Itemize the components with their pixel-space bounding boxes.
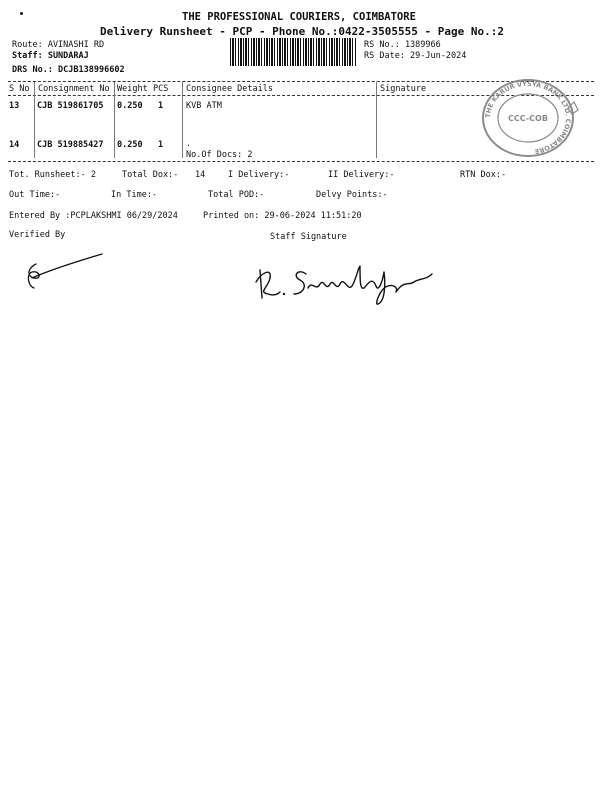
row-sno: 14 bbox=[9, 140, 20, 150]
stamp-inner-text: CCC-COB bbox=[508, 114, 548, 123]
verified-by-label: Verified By bbox=[9, 230, 66, 240]
staff-handwritten-signature bbox=[248, 258, 448, 308]
bank-stamp bbox=[468, 78, 588, 158]
staff-label: Staff: SUNDARAJ bbox=[12, 51, 89, 61]
col-header-signature: Signature bbox=[380, 84, 427, 94]
route-label: Route: AVINASHI RD bbox=[12, 40, 105, 50]
company-title: THE PROFESSIONAL COURIERS, COIMBATORE bbox=[182, 11, 416, 23]
col-divider bbox=[114, 82, 115, 158]
delvy-points: Delvy Points:- bbox=[316, 190, 388, 200]
row-weight: 0.250 bbox=[117, 140, 143, 150]
total-pod: Total POD:- bbox=[208, 190, 265, 200]
col-divider bbox=[182, 82, 183, 158]
row-consignee: KVB ATM bbox=[186, 101, 222, 111]
col-header-consignment: Consignment No bbox=[38, 84, 110, 94]
col-header-sno: S No bbox=[9, 84, 30, 94]
in-time: In Time:- bbox=[111, 190, 158, 200]
rtn-dox: RTN Dox:- bbox=[460, 170, 507, 180]
col-header-consignee: Consignee Details bbox=[186, 84, 273, 94]
total-dox-label: Total Dox:- bbox=[122, 170, 179, 180]
total-dox-value: 14 bbox=[195, 170, 206, 180]
table-bottom-rule bbox=[8, 161, 594, 162]
row-consignee: . bbox=[186, 139, 192, 149]
i-delivery: I Delivery:- bbox=[228, 170, 290, 180]
row-docs-count: No.Of Docs: 2 bbox=[186, 150, 253, 160]
barcode bbox=[230, 38, 356, 66]
speck-dot bbox=[20, 12, 23, 15]
staff-signature-label: Staff Signature bbox=[270, 232, 347, 242]
rs-date: RS Date: 29-Jun-2024 bbox=[364, 51, 467, 61]
row-weight: 0.250 bbox=[117, 101, 143, 111]
row-sno: 13 bbox=[9, 101, 20, 111]
tot-runsheet: Tot. Runsheet:- 2 bbox=[9, 170, 96, 180]
row-consignment: CJB 519885427 bbox=[37, 140, 104, 150]
ii-delivery: II Delivery:- bbox=[328, 170, 395, 180]
printed-on: Printed on: 29-06-2024 11:51:20 bbox=[203, 211, 362, 221]
out-time: Out Time:- bbox=[9, 190, 61, 200]
col-divider bbox=[376, 82, 377, 158]
col-header-weight: Weight bbox=[117, 84, 148, 94]
verifier-signature bbox=[20, 250, 110, 295]
col-divider bbox=[34, 82, 35, 158]
row-pcs: 1 bbox=[158, 140, 164, 150]
entered-by: Entered By :PCPLAKSHMI 06/29/2024 bbox=[9, 211, 178, 221]
row-pcs: 1 bbox=[158, 101, 164, 111]
runsheet-title: Delivery Runsheet - PCP - Phone No.:0422-3505555 - Page No.:2 bbox=[100, 25, 504, 38]
row-consignment: CJB 519861705 bbox=[37, 101, 104, 111]
drs-number: DRS No.: DCJB138996602 bbox=[12, 65, 125, 75]
rs-number: RS No.: 1389966 bbox=[364, 40, 441, 50]
stamp-outer-text: THE KARUR VYSYA BANK LTD. COIMBATORE bbox=[483, 79, 573, 156]
col-header-pcs: PCS bbox=[153, 84, 169, 94]
